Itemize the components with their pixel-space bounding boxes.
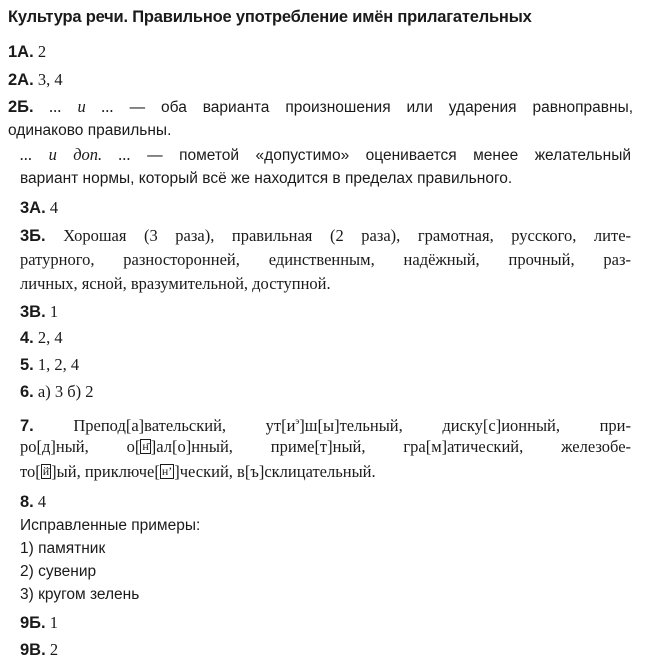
answer-value: 4: [49, 198, 59, 217]
answer-label: 2А.: [8, 71, 34, 89]
answer-2b-line1: [8, 97, 633, 118]
word: Препод[а]вательский,: [73, 416, 227, 435]
page-title: Культура речи. Правильное употребление имён прилагательных: [8, 8, 532, 26]
list-item: 2) сувенир: [20, 563, 97, 580]
word: диску[с]ионный,: [442, 416, 561, 435]
word: то[ й̄ ]ый,: [20, 462, 81, 481]
answer-label: 3Б.: [20, 227, 46, 245]
word: в[ъ]склицательный.: [237, 462, 376, 481]
answer-value: 2, 4: [37, 328, 63, 347]
answer-label: 9В.: [20, 641, 46, 659]
superscript: э: [295, 416, 300, 426]
answer-label: 3В.: [20, 303, 46, 321]
answer-label: 3А.: [20, 199, 46, 217]
word: гра[м]атический,: [403, 437, 524, 456]
answer-3v: [20, 302, 58, 322]
answer-6: [20, 382, 93, 402]
answer-value: 2: [49, 640, 59, 659]
marker-allowed: ... и доп. ...: [20, 145, 131, 164]
answer-2b-line4: вариант нормы, который всё же находится в пределах правильного.: [20, 170, 513, 187]
answer-7-line3: [20, 462, 376, 482]
answer-3b-line1: [20, 226, 631, 246]
answer-2b-line3: [20, 145, 631, 166]
word: железобе-: [561, 437, 632, 456]
answer-2a: [8, 70, 63, 90]
answer-8-heading: Исправленные примеры:: [20, 517, 201, 534]
answer-text: Хорошая (3 раза), правильная (2 раза), грамотная, русского, лите-: [63, 226, 632, 245]
answer-5: [20, 355, 79, 375]
list-item: 1) памятник: [20, 540, 106, 557]
answer-4: [20, 328, 63, 348]
answer-value: 1: [49, 613, 58, 632]
answer-value: 2: [37, 42, 47, 61]
boxed-sound: н̄: [142, 439, 149, 453]
answer-label: 8.: [20, 493, 34, 511]
word: $ут[и^э]ш[ы]тельный$,: [265, 416, 403, 435]
answer-3a: [20, 198, 58, 218]
answer-7-line1: [20, 411, 631, 436]
boxed-sound: н’: [161, 464, 173, 478]
answer-8: [20, 492, 46, 512]
answer-9b: [20, 613, 58, 633]
word: приключе[ н’ ]ческий,: [84, 462, 233, 481]
answer-label: 2Б.: [8, 98, 34, 116]
answer-3b-line2: ратурного, разносторонней, единственным, надёжный, прочный, раз-: [20, 250, 631, 269]
answer-3b-line3: личных, ясной, вразумительной, доступной.: [20, 274, 331, 293]
word: о[ н̄ ]ал[о]нный,: [126, 437, 233, 456]
answer-label: 9Б.: [20, 614, 46, 632]
word: при-: [599, 416, 631, 435]
marker-equal: ... и ...: [49, 97, 114, 116]
answer-text: — пометой «допустимо» оценивается менее желательный: [147, 147, 631, 164]
answer-label: 7.: [20, 417, 34, 435]
answer-text: — оба варианта произношения или ударения равноправны,: [129, 99, 634, 116]
answer-2b-line2: одинаково правильны.: [8, 122, 172, 139]
answer-label: 5.: [20, 356, 34, 374]
answer-value: 3, 4: [37, 70, 63, 89]
answer-label: 4.: [20, 329, 34, 347]
answer-1a: [8, 42, 46, 62]
answer-label: 1А.: [8, 43, 34, 61]
answer-value: 1, 2, 4: [37, 355, 80, 374]
answer-value: 4: [37, 492, 47, 511]
word: приме[т]ный,: [270, 437, 366, 456]
boxed-sound: й̄: [42, 464, 50, 478]
answer-9v: [20, 640, 58, 660]
word: ро[д]ный,: [20, 437, 89, 456]
answer-7-line2: [20, 437, 631, 457]
answer-value: а) 3 б) 2: [37, 382, 94, 401]
answer-value: 1: [49, 302, 59, 321]
answer-label: 6.: [20, 383, 34, 401]
list-item: 3) кругом зелень: [20, 586, 140, 603]
